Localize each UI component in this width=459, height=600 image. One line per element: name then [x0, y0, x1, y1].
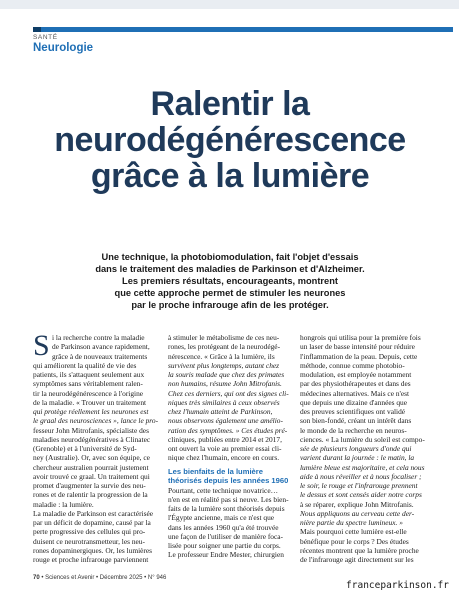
- body-text-line: faits de la lumière sont théorisés depuis: [168, 504, 285, 513]
- section-subhead: Les bienfaits de la lumière: [168, 466, 263, 476]
- body-text-line: rones et de ralentir la progression de la: [33, 490, 148, 500]
- body-text-line: perte progressive des cellules qui pro-: [33, 527, 146, 537]
- body-text-line: de la maladie. « Trouver un traitement: [33, 397, 147, 407]
- source-watermark: franceparkinson.fr: [346, 580, 449, 591]
- section-rule: [33, 27, 453, 32]
- body-text-line: nière partie du spectre lumineux. »: [300, 518, 403, 527]
- body-text-line: Mais pourquoi cette lumière est-elle: [300, 527, 407, 537]
- top-band: [0, 0, 459, 9]
- footer-text: • Sciences et Avenir • Décembre 2025 • N° 946: [39, 575, 167, 581]
- body-text-line: La maladie de Parkinson est caractérisée: [33, 508, 154, 518]
- body-text-line: un laser de basse intensité pour réduire: [300, 342, 415, 352]
- body-text-line: survivent plus longtemps, autant chez: [168, 360, 280, 370]
- body-text-line: le soir, le rouge et l'infrarouge prennent: [300, 481, 418, 490]
- body-text-line: lumière bleue est majoritaire, et cela nous: [300, 462, 425, 472]
- body-text-line: patients, ils s'attaquent seulement aux: [33, 370, 145, 379]
- body-text-line: une façon de l'utiliser de manière foca-: [168, 531, 284, 541]
- body-text-line: n'en est en réalité pas si neuve. Les bien-: [168, 494, 289, 504]
- body-text-line: avoir trouvé ce graal. Un traitement qui: [33, 471, 150, 481]
- standfirst-line: dans le traitement des maladies de Parkinson et d'Alzheimer.: [95, 264, 365, 274]
- body-text-line: le monde de la recherche en neuros-: [300, 425, 407, 435]
- body-text-line: le graal des neurosciences », lance le pro-: [33, 416, 159, 426]
- body-text-line: nique chez l'humain, encore en cours.: [168, 453, 280, 463]
- body-text-line: dans les années 1960 qu'a été trouvée: [168, 522, 279, 532]
- body-text-line: sée de plusieurs longueurs d'onde qui: [300, 444, 412, 453]
- article-headline: [20, 86, 440, 194]
- body-text-line: des preuves scientifiques ont validé: [300, 407, 406, 416]
- body-text-line: fesseur John Mitrofanis, spécialiste des: [33, 425, 149, 435]
- body-text-line: cliniques, publiées entre 2014 et 2017,: [168, 434, 282, 444]
- body-text-line: la souris malade que chez des primates: [168, 370, 285, 379]
- body-text-line: promet d'augmenter la survie des neu-: [33, 481, 146, 490]
- body-text-line: varient durant la journée : le matin, la: [300, 453, 415, 463]
- body-text-line: rones dopaminergiques. Or, les lumières: [33, 545, 153, 555]
- body-text-line: de Parkinson avance rapidement,: [52, 342, 150, 352]
- body-text-line: i la recherche contre la maladie: [52, 333, 145, 342]
- body-text-line: lisée pour soigner une partie du corps.: [168, 541, 281, 550]
- section-rule-mark: [33, 27, 41, 32]
- body-text-line: médecines alternatives. Mais ce n'est: [300, 388, 410, 398]
- body-text-line: qui protège réellement les neurones est: [33, 407, 149, 416]
- body-text-line: niques très similaires à ceux observés: [168, 397, 280, 407]
- rubric-title: Neurologie: [33, 42, 94, 54]
- body-text-line: grâce à de nouveaux traitements: [52, 351, 148, 361]
- body-text-line: tir la neurodégénérescence à l'origine: [33, 388, 144, 398]
- body-text-line: maladie : la lumière.: [33, 499, 94, 509]
- body-text-line: hongrois qui utilisa pour la première fois: [300, 333, 421, 342]
- body-text-line: symptômes sans véritablement ralen-: [33, 379, 143, 389]
- body-text-line: ont ouvert la voie au premier essai cli-: [168, 444, 282, 453]
- section-label: SANTÉ: [33, 34, 58, 41]
- body-text-line: de l'infrarouge agit directement sur les: [300, 555, 414, 564]
- body-text-line: aide à nous réveiller et à nous focaliser ;: [300, 471, 422, 481]
- standfirst: [40, 251, 420, 311]
- body-text-line: à se réparer, explique John Mitrofanis.: [300, 499, 414, 509]
- body-text-line: Chez ces derniers, qui ont des signes cli-: [168, 388, 289, 398]
- body-text-line: ney (Australie). Or, avec son équipe, ce: [33, 453, 150, 463]
- body-column-2: [168, 333, 292, 560]
- section-subhead: théorisés depuis les années 1960: [168, 476, 289, 485]
- body-text-line: récentes montrent que la lumière proche: [300, 545, 419, 555]
- body-text-line: à stimuler le métabolisme de ces neu-: [168, 333, 280, 342]
- body-text-line: l'inflammation de la peau. Depuis, cette: [300, 351, 418, 361]
- body-text-line: nous observons également une amélio-: [168, 416, 283, 426]
- standfirst-line: Une technique, la photobiomodulation, fait l'objet d'essais: [101, 252, 359, 262]
- body-text-line: l'Égypte ancienne, mais ce n'est que: [168, 513, 275, 523]
- body-text-line: non humains, résume John Mitrofanis.: [168, 379, 282, 389]
- body-column-3: [300, 333, 428, 564]
- headline-line: neurodégénérescence: [54, 121, 406, 159]
- body-text-line: duisent ce neurotransmetteur, les neu-: [33, 536, 145, 546]
- body-text-line: ciences. « La lumière du soleil est compo-: [300, 434, 425, 444]
- standfirst-line: que cette approche permet de stimuler les neurones: [114, 288, 346, 298]
- drop-cap: S: [33, 329, 50, 362]
- body-text-line: Nous appliquons au cerveau cette der-: [300, 508, 415, 518]
- body-text-line: méthode, connue comme photobio-: [300, 360, 405, 370]
- headline-line: grâce à la lumière: [90, 157, 370, 195]
- body-text-line: Pourtant, cette technique novatrice…: [168, 485, 278, 495]
- body-text-line: que depuis une dizaine d'années que: [300, 397, 408, 407]
- body-text-line: rones, les protégeant de la neurodégé-: [168, 342, 281, 352]
- body-text-line: chercheur australien pourrait justement: [33, 462, 149, 472]
- standfirst-line: Les premiers résultats, encourageants, montrent: [122, 276, 338, 286]
- body-text-line: modulation, est employée notamment: [300, 370, 412, 379]
- body-text-line: qui améliorent la qualité de vie des: [33, 360, 137, 370]
- body-text-line: Le professeur Endre Mester, chirurgien: [168, 550, 284, 560]
- body-text-line: le dessus et sont censés aider notre corps: [300, 490, 422, 500]
- body-text-line: par un déficit de dopamine, causé par la: [33, 518, 151, 527]
- body-text-line: bénéfique pour le corps ? Des études: [300, 536, 409, 546]
- body-text-line: maladies neurodégénératives à Clinatec: [33, 434, 151, 444]
- page-footer: [33, 575, 166, 581]
- body-text-line: par des physiothérapeutes et dans des: [300, 379, 411, 389]
- headline-line: Ralentir la: [150, 85, 310, 123]
- body-column-1: [33, 329, 159, 564]
- body-text-line: (Grenoble) et à l'université de Syd-: [33, 444, 137, 453]
- body-text-line: son bien-fondé, créant un intérêt dans: [300, 416, 412, 426]
- page-number: 70: [33, 575, 40, 581]
- body-text-line: ration des symptômes. » Ces études pré-: [168, 425, 288, 435]
- body-text-line: chez l'humain atteint de Parkinson,: [168, 407, 273, 416]
- body-text-line: nérescence. « Grâce à la lumière, ils: [168, 351, 275, 361]
- body-text-line: rouge et proche infrarouge parviennent: [33, 555, 149, 564]
- standfirst-line: par le proche infrarouge afin de les protéger.: [131, 300, 329, 310]
